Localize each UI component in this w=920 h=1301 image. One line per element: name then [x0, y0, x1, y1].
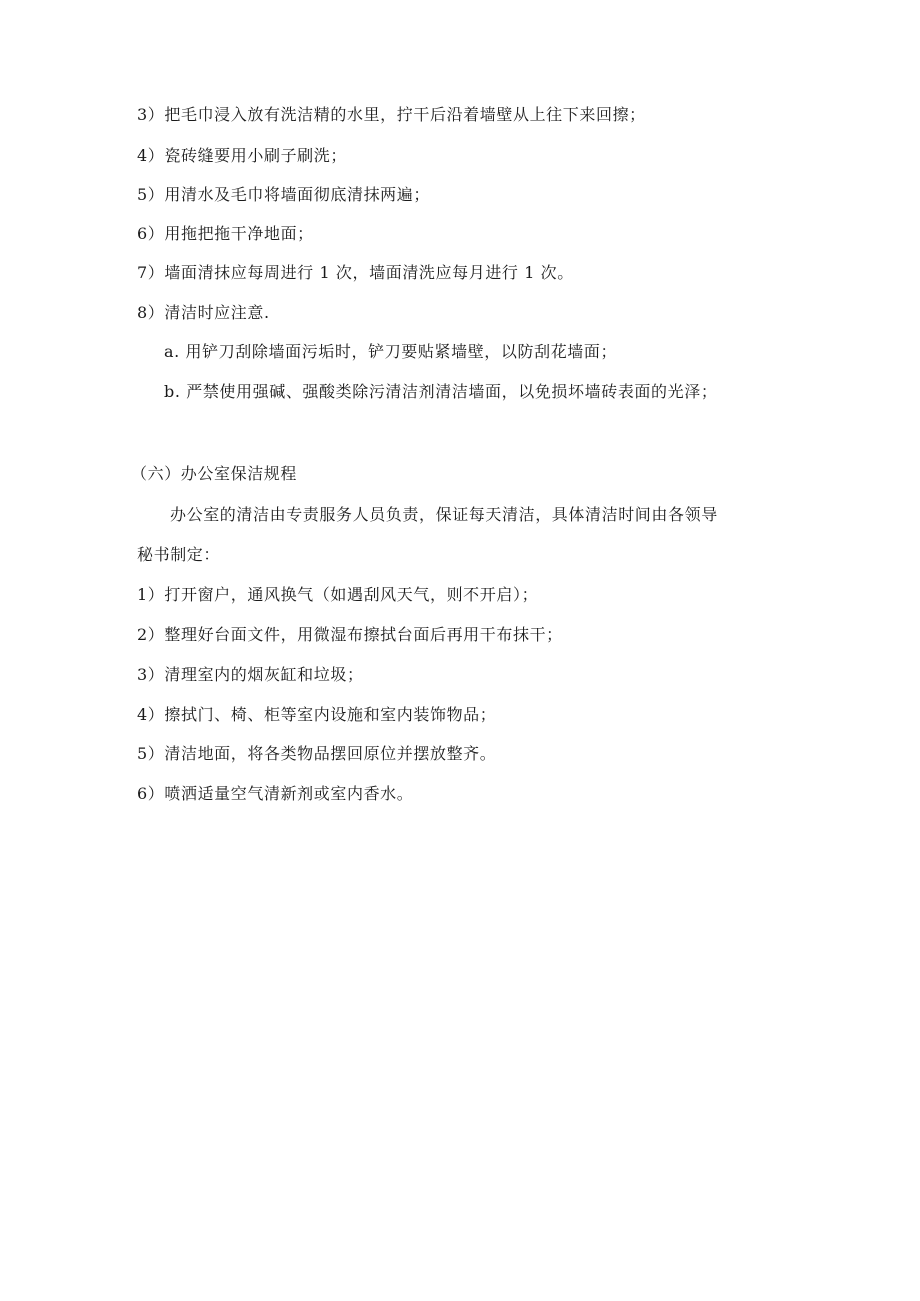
- office-step-2: 2）整理好台面文件，用微湿布擦拭台面后再用干布抹干；: [137, 625, 563, 644]
- wall-step-3: 3）把毛巾浸入放有洗洁精的水里，拧干后沿着墙壁从上往下来回擦；: [137, 105, 646, 124]
- intro-paragraph-line-2: 秘书制定：: [137, 545, 221, 564]
- wall-step-6: 6）用拖把拖干净地面；: [137, 224, 314, 243]
- wall-step-8: 8）清洁时应注意.: [137, 303, 270, 322]
- office-step-6: 6）喷洒适量空气清新剂或室内香水。: [137, 784, 414, 803]
- intro-paragraph-line-1: 办公室的清洁由专责服务人员负责，保证每天清洁，具体清洁时间由各领导: [170, 505, 718, 524]
- wall-note-a: a. 用铲刀刮除墙面污垢时，铲刀要贴紧墙壁，以防刮花墙面；: [164, 342, 618, 361]
- wall-step-4: 4）瓷砖缝要用小刷子刷洗；: [137, 146, 347, 165]
- wall-step-5: 5）用清水及毛巾将墙面彻底清抹两遍；: [137, 185, 430, 204]
- wall-note-b: b. 严禁使用强碱、强酸类除污清洁剂清洁墙面，以免损坏墙砖表面的光泽；: [164, 382, 718, 401]
- office-step-4: 4）擦拭门、椅、柜等室内设施和室内装饰物品；: [137, 705, 497, 724]
- section-heading: （六）办公室保洁规程: [131, 464, 298, 483]
- office-step-1: 1）打开窗户，通风换气（如遇刮风天气，则不开启）；: [137, 585, 539, 604]
- office-step-5: 5）清洁地面，将各类物品摆回原位并摆放整齐。: [137, 744, 497, 763]
- wall-step-7: 7）墙面清抹应每周进行 1 次，墙面清洗应每月进行 1 次。: [137, 263, 574, 282]
- office-step-3: 3）清理室内的烟灰缸和垃圾；: [137, 665, 364, 684]
